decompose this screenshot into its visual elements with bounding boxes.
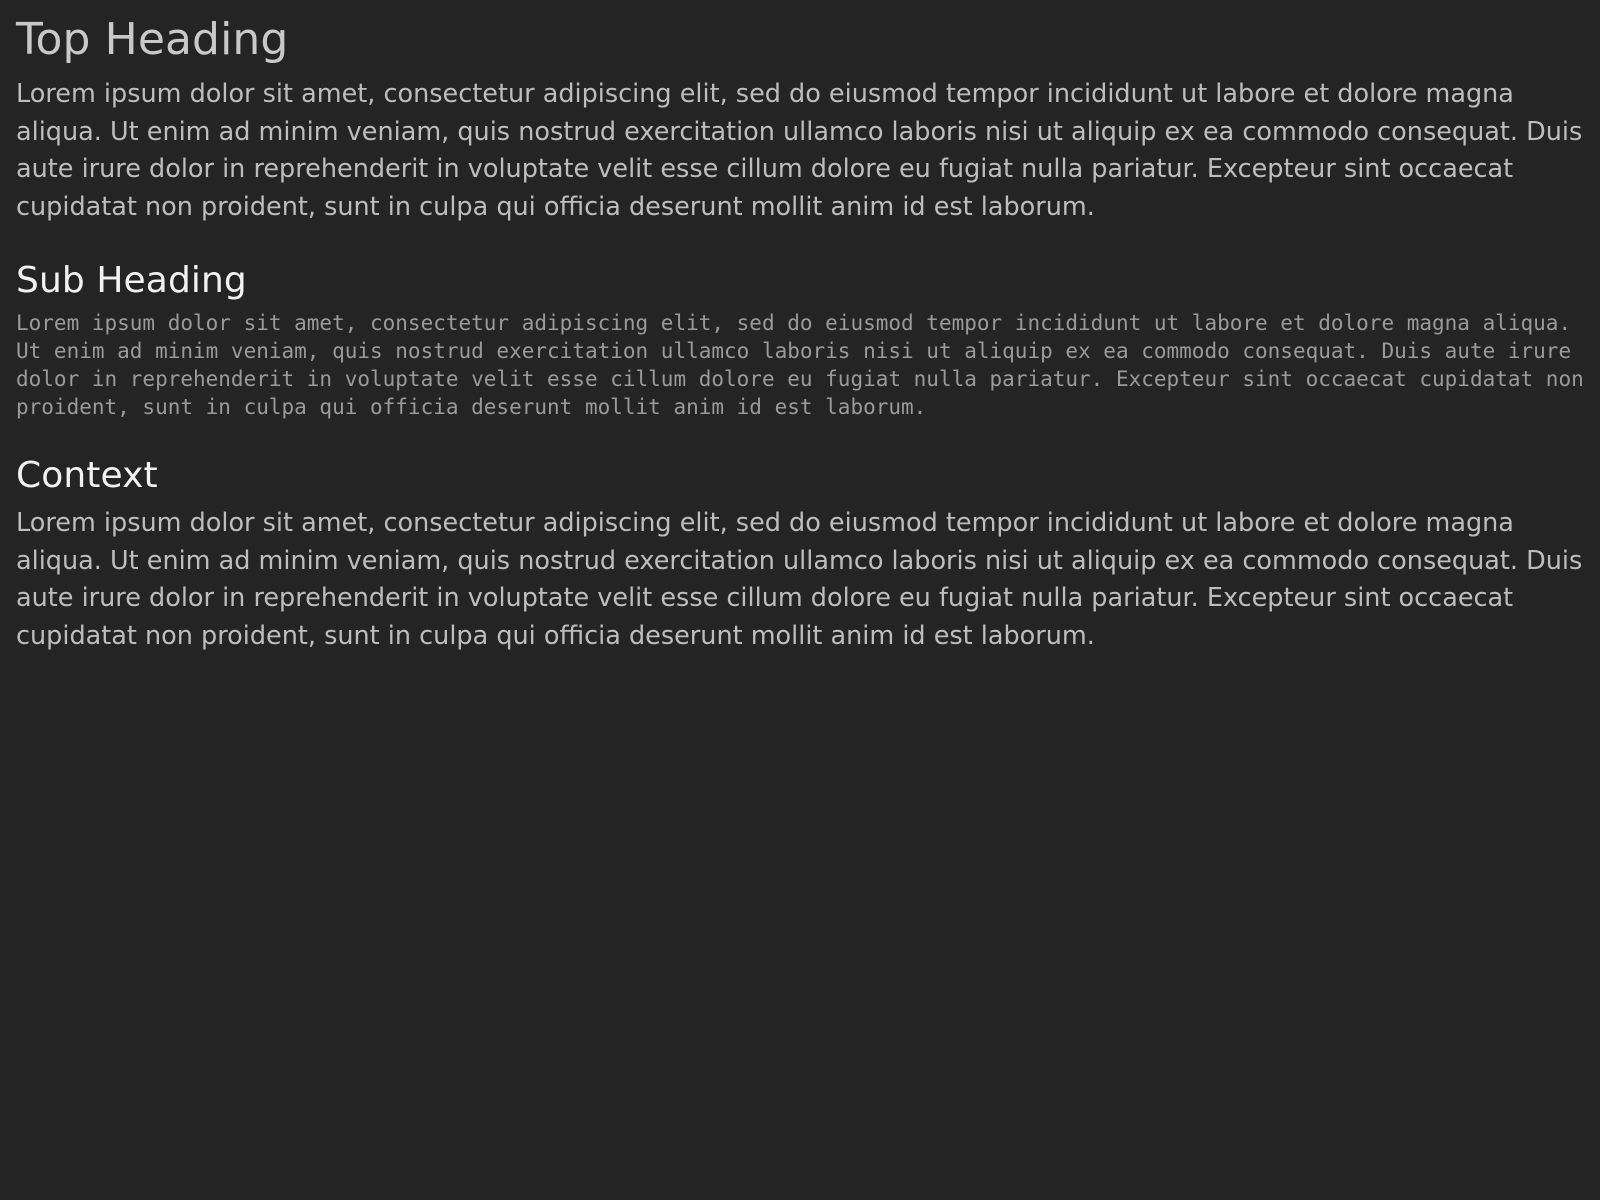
section-sub-heading (16, 259, 1597, 422)
heading-context: Context (16, 454, 158, 496)
paragraph-top-heading: Lorem ipsum dolor sit amet, consectetur adipiscing elit, sed do eiusmod tempor incididunt ut labore et dolore magna aliqua. Ut enim ad minim veniam, quis nostrud exercitation ullamco laboris nisi ut aliquip ex ea commodo consequat. Duis aute irure dolor in reprehenderit in voluptate velit esse cillum dolore eu fugiat nulla pariatur. Excepteur sint occaecat cupidatat non proident, sunt in culpa qui officia deserunt mollit anim id est laborum. (16, 78, 1583, 223)
heading-sub-heading: Sub Heading (16, 259, 247, 301)
paragraph-sub-heading: Lorem ipsum dolor sit amet, consectetur adipiscing elit, sed do eiusmod tempor incididunt ut labore et dolore magna aliqua. Ut enim ad minim veniam, quis nostrud exercitation ullamco laboris nisi ut aliquip ex ea commodo consequat. Duis aute irure dolor in reprehenderit in voluptate velit esse cillum dolore eu fugiat nulla pariatur. Excepteur sint occaecat cupidatat non proident, sunt in culpa qui officia deserunt mollit anim id est laborum. (16, 311, 1597, 419)
section-top-heading (16, 14, 1584, 227)
paragraph-context: Lorem ipsum dolor sit amet, consectetur adipiscing elit, sed do eiusmod tempor incididunt ut labore et dolore magna aliqua. Ut enim ad minim veniam, quis nostrud exercitation ullamco laboris nisi ut aliquip ex ea commodo consequat. Duis aute irure dolor in reprehenderit in voluptate velit esse cillum dolore eu fugiat nulla pariatur. Excepteur sint occaecat cupidatat non proident, sunt in culpa qui officia deserunt mollit anim id est laborum. (16, 507, 1583, 652)
section-context (16, 454, 1584, 656)
page-title: Top Heading (16, 14, 289, 65)
